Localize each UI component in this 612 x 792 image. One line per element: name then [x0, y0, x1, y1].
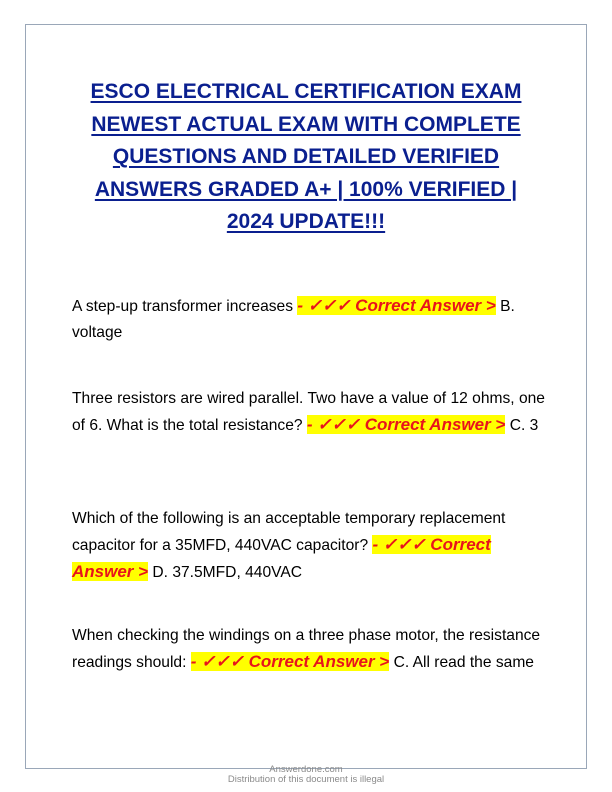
footer-notice: Distribution of this document is illegal: [227, 774, 385, 785]
answer-text: D. 37.5MFD, 440VAC: [148, 564, 303, 581]
footer-site: Answerdone.com: [269, 764, 343, 775]
question-text: Which of the following is an acceptable temporary replacement capacitor for a 35MFD, 440VAC capacitor?: [72, 510, 506, 554]
answer-text: C. 3: [505, 417, 539, 434]
qa-item-4: [72, 623, 547, 676]
correct-answer-marker: - ✓✓✓ Correct Answer >: [297, 296, 496, 315]
title-line: NEWEST ACTUAL EXAM WITH COMPLETE: [91, 112, 521, 136]
qa-item-2: [72, 386, 547, 439]
correct-answer-marker: - ✓✓✓ Correct Answer >: [306, 415, 506, 434]
qa-item-1: [72, 293, 547, 346]
correct-answer-marker: - ✓✓✓ Correct Answer >: [72, 535, 491, 581]
question-text: A step-up transformer increases: [72, 298, 298, 315]
qa-item-3: [72, 506, 547, 586]
answer-text: B. voltage: [72, 298, 515, 341]
document-title: [60, 76, 552, 239]
title-line: 2024 UPDATE!!!: [226, 210, 386, 233]
question-text: Three resistors are wired parallel. Two have a value of 12 ohms, one of 6. What is the total resistance?: [72, 390, 545, 434]
title-line: ANSWERS GRADED A+ | 100% VERIFIED |: [94, 177, 518, 201]
question-text: When checking the windings on a three phase motor, the resistance readings should:: [72, 627, 541, 671]
title-line: QUESTIONS AND DETAILED VERIFIED: [112, 145, 500, 168]
answer-text: C. All read the same: [389, 654, 534, 671]
correct-answer-marker: - ✓✓✓ Correct Answer >: [190, 652, 390, 671]
title-line: ESCO ELECTRICAL CERTIFICATION EXAM: [90, 80, 522, 103]
